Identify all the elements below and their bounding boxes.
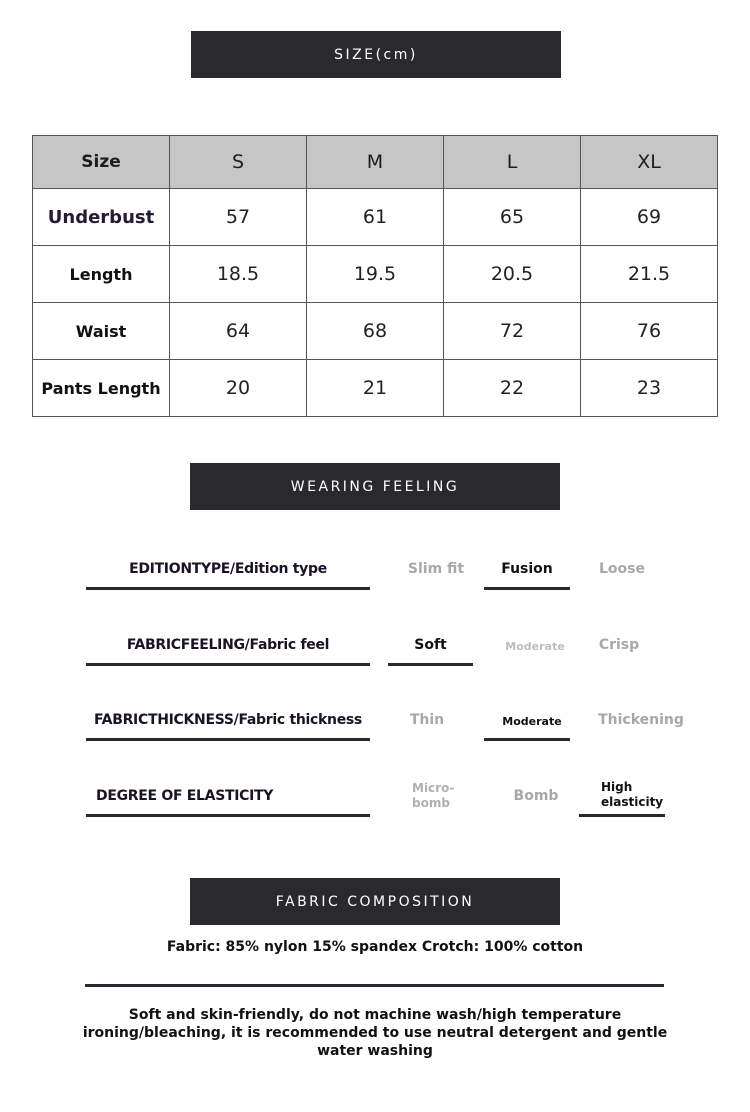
option-crisp: Crisp bbox=[598, 637, 640, 653]
table-row bbox=[33, 246, 718, 303]
divider bbox=[85, 984, 664, 987]
size-header-l: L bbox=[444, 136, 581, 189]
table-cell: 20.5 bbox=[444, 246, 581, 303]
size-table bbox=[32, 135, 718, 417]
option-moderate: Moderate bbox=[505, 640, 565, 653]
option-slim-fit: Slim fit bbox=[407, 561, 465, 577]
size-header-xl: XL bbox=[581, 136, 718, 189]
table-cell: 72 bbox=[444, 303, 581, 360]
edition-type-row bbox=[0, 557, 750, 617]
edition-type-label: EDITIONTYPE/Edition type bbox=[129, 561, 327, 577]
option-loose: Loose bbox=[599, 561, 645, 577]
selected-underline bbox=[579, 814, 665, 817]
selected-underline bbox=[484, 587, 570, 590]
table-cell: 20 bbox=[170, 360, 307, 417]
option-thin: Thin bbox=[409, 712, 445, 728]
option-moderate-selected: Moderate bbox=[502, 715, 562, 728]
selected-underline bbox=[388, 663, 473, 666]
size-header-m: M bbox=[307, 136, 444, 189]
size-header-s: S bbox=[170, 136, 307, 189]
fabric-composition-text: Fabric: 85% nylon 15% spandex Crotch: 100% cotton bbox=[166, 939, 584, 955]
wearing-feeling-title: WEARING FEELING bbox=[290, 478, 460, 495]
wearing-feeling-banner bbox=[190, 463, 560, 510]
table-cell: 76 bbox=[581, 303, 718, 360]
table-cell: 64 bbox=[170, 303, 307, 360]
fabric-thickness-label: FABRICTHICKNESS/Fabric thickness bbox=[94, 712, 362, 728]
row-label-length: Length bbox=[33, 246, 170, 303]
option-bomb: Bomb bbox=[513, 788, 559, 804]
table-cell: 22 bbox=[444, 360, 581, 417]
table-row bbox=[33, 189, 718, 246]
option-micro-bomb: Micro-bomb bbox=[412, 781, 455, 810]
option-thickening: Thickening bbox=[598, 712, 684, 728]
table-cell: 65 bbox=[444, 189, 581, 246]
care-instructions: Soft and skin-friendly, do not machine wash/high temperature ironing/bleaching, it is recommended to use neutral detergent and gentle water washing bbox=[82, 1007, 668, 1059]
label-underline bbox=[86, 814, 370, 817]
row-label-underbust: Underbust bbox=[33, 189, 170, 246]
table-cell: 69 bbox=[581, 189, 718, 246]
elasticity-label: DEGREE OF ELASTICITY bbox=[96, 788, 274, 804]
fabric-composition-title: FABRIC COMPOSITION bbox=[275, 893, 475, 910]
label-underline bbox=[86, 663, 370, 666]
table-row bbox=[33, 303, 718, 360]
table-cell: 57 bbox=[170, 189, 307, 246]
row-label-pants-length: Pants Length bbox=[33, 360, 170, 417]
size-table-header-row bbox=[33, 136, 718, 189]
table-row bbox=[33, 360, 718, 417]
table-cell: 23 bbox=[581, 360, 718, 417]
option-fusion-selected: Fusion bbox=[501, 561, 553, 577]
fabric-thickness-row bbox=[0, 708, 750, 768]
fabric-composition-banner bbox=[190, 878, 560, 925]
size-header-cell: Size bbox=[33, 136, 170, 189]
row-label-waist: Waist bbox=[33, 303, 170, 360]
fabric-feel-label: FABRICFEELING/Fabric feel bbox=[126, 637, 330, 653]
selected-underline bbox=[484, 738, 570, 741]
table-cell: 68 bbox=[307, 303, 444, 360]
table-cell: 18.5 bbox=[170, 246, 307, 303]
size-banner-title: SIZE(cm) bbox=[334, 46, 418, 63]
size-section-banner bbox=[191, 31, 561, 78]
table-cell: 21.5 bbox=[581, 246, 718, 303]
table-cell: 61 bbox=[307, 189, 444, 246]
option-high-elasticity-selected: High elasticity bbox=[601, 780, 664, 809]
label-underline bbox=[86, 738, 370, 741]
elasticity-row bbox=[0, 780, 750, 844]
option-soft-selected: Soft bbox=[414, 637, 447, 653]
table-cell: 21 bbox=[307, 360, 444, 417]
label-underline bbox=[86, 587, 370, 590]
fabric-feel-row bbox=[0, 633, 750, 693]
table-cell: 19.5 bbox=[307, 246, 444, 303]
